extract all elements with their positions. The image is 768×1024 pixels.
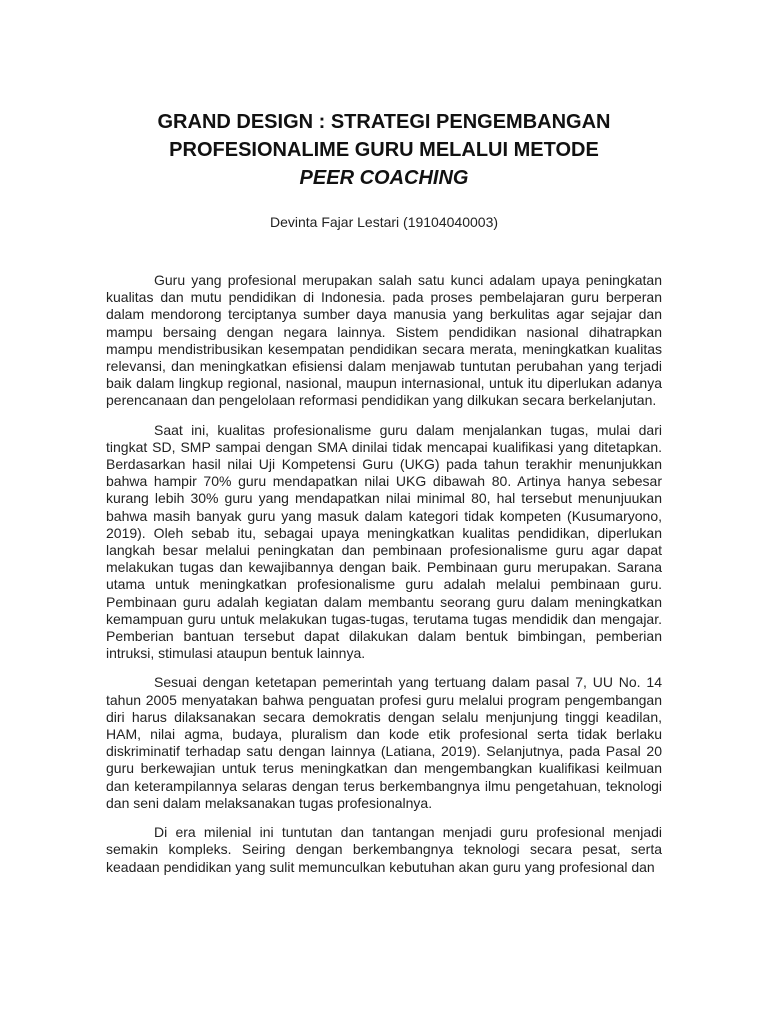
- paragraph-2: Saat ini, kualitas profesionalisme guru dalam menjalankan tugas, mulai dari tingkat SD, SMP sampai dengan SMA dinilai tidak mencapai kualifikasi yang ditetapkan. Berdasarkan hasil nilai Uji Kompetensi Guru (UKG) pada tahun terakhir menunjukkan bahwa hampir 70% guru mendapatkan nilai UKG dibawah 80. Artinya hanya sebesar kurang lebih 30% guru yang mendapatkan nilai minimal 80, hal tersebut menunjuukan bahwa masih banyak guru yang masuk dalam kategori tidak kompeten (Kusumaryono, 2019). Oleh sebab itu, sebagai upaya meningkatkan kualitas pendidikan, diperlukan langkah besar melalui peningkatan dan pembinaan profesionalisme guru agar dapat melakukan tugas dan kewajibannya dengan baik. Pembinaan guru merupakan. Sarana utama untuk meningkatkan profesionalisme guru adalah melalui pembinaan guru. Pembinaan guru adalah kegiatan dalam membantu seorang guru dalam meningkatkan kemampuan guru untuk melakukan tugas-tugas, terutama tugas mendidik dan mengajar. Pemberian bantuan tersebut dapat dilakukan dalam bentuk bimbingan, pemberian intruksi, stimulasi ataupun bentuk lainnya.: [106, 421, 662, 662]
- paragraph-3: Sesuai dengan ketetapan pemerintah yang tertuang dalam pasal 7, UU No. 14 tahun 2005 menyatakan bahwa penguatan profesi guru melalui program pengembangan diri harus dilaksanakan secara demokratis dengan selalu menjunjung tinggi keadilan, HAM, nilai agma, budaya, pluralism dan kode etik profesional serta tidak berlaku diskriminatif terhadap satu dengan lainnya (Latiana, 2019). Selanjutnya, pada Pasal 20 guru berkewajian untuk terus meningkatkan dan mengembangkan kualifikasi keilmuan dan keterampilannya selaras dengan terus berkembangnya ilmu pengetahuan, teknologi dan seni dalam melaksanakan tugas profesionalnya.: [106, 674, 662, 811]
- title-line-1: GRAND DESIGN : STRATEGI PENGEMBANGAN: [157, 111, 611, 133]
- title-line-3: PEER COACHING: [299, 167, 469, 189]
- title-line-2: PROFESIONALIME GURU MELALUI METODE: [169, 139, 599, 161]
- paragraph-1: Guru yang profesional merupakan salah satu kunci adalam upaya peningkatan kualitas dan mutu pendidikan di Indonesia. pada proses pembelajaran guru berperan dalam mendorong terciptanya sumber daya manusia yang berkulitas agar sejajar dan mampu bersaing dengan negara lainnya. Sistem pendidikan nasional dihatrapkan mampu mendistribusikan kesempatan pendidikan secara merata, meningkatkan kualitas relevansi, dan meningkatkan efisiensi dalam menjawab tuntutan perubahan yang terjadi baik dalam lingkup regional, nasional, maupun internasional, untuk itu diperlukan adanya perencanaan dan pengelolaan reformasi pendidikan yang dilkukan secara berkelanjutan.: [106, 272, 662, 409]
- document-body: [106, 272, 662, 876]
- paragraph-4: Di era milenial ini tuntutan dan tantangan menjadi guru profesional menjadi semakin kompleks. Seiring dengan berkembangnya teknologi secara pesat, serta keadaan pendidikan yang sulit memunculkan kebutuhan akan guru yang profesional dan: [106, 824, 662, 875]
- author-line: Devinta Fajar Lestari (19104040003): [269, 214, 499, 230]
- document-title: [106, 108, 662, 192]
